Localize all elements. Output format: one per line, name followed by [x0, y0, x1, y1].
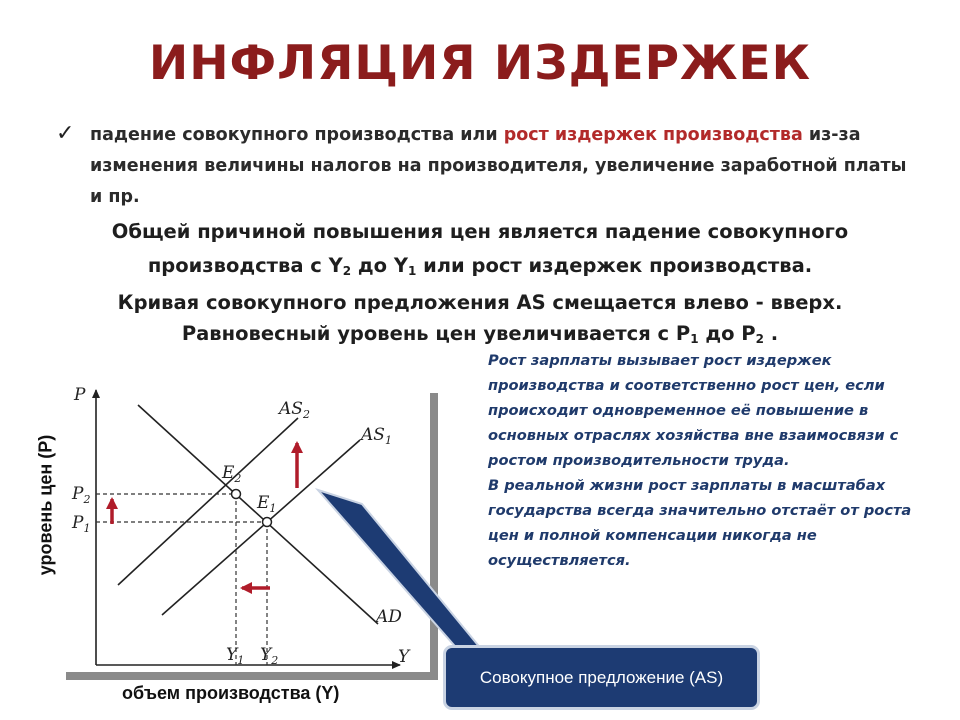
checkmark-icon: ✓ [56, 120, 75, 145]
e2-label: $E_2$ [222, 463, 242, 485]
graph-frame-shadow [430, 393, 438, 680]
price-level-axis-title: уровень цен (Р) [35, 434, 56, 576]
bullet-text-part2: из-за изменения величины налогов на производителя, увеличение заработной платы и пр. [90, 125, 907, 207]
callout-pointer [318, 490, 482, 652]
explanation-line-2-c: или рост издержек производства. [416, 254, 813, 277]
explanation-sub-y2: 2 [342, 264, 352, 278]
explanation-sub-p1: 1 [690, 332, 699, 346]
equilibrium-e1-point [263, 518, 272, 527]
wage-note-para-1: Рост зарплаты вызывает рост издержек производства и соответственно рост цен, если происходит одновременное её повышение в основных отраслях хозяйства вне взаимосвязи с ростом производительности труда. [488, 352, 899, 469]
explanation-sub-p2: 2 [755, 332, 764, 346]
as1-label: $AS_1$ [361, 425, 392, 447]
axis-p-label: P [74, 385, 86, 405]
bullet-highlight: рост издержек производства [503, 125, 803, 145]
aggregate-supply-callout: Совокупное предложение (AS) [443, 645, 760, 710]
explanation-line-4-b: до Р [698, 322, 756, 345]
explanation-line-4-a: Равновесный уровень цен увеличивается с Р [181, 322, 691, 345]
ad-label: AD [376, 607, 402, 627]
explanation-line-3: Кривая совокупного предложения AS смещается влево - вверх. [117, 291, 843, 314]
e1-label: $E_1$ [257, 493, 277, 515]
explanation-sub-y1: 1 [407, 264, 417, 278]
y1-label: $Y_1$ [226, 645, 245, 667]
graph-frame-shadow-bottom [66, 672, 438, 680]
explanation-line-2-b: до Y [351, 254, 408, 277]
axis-y-label: Y [398, 647, 410, 667]
as2-label: $AS_2$ [279, 399, 310, 421]
bullet-text-part1: падение совокупного производства или [90, 125, 504, 145]
explanation-line-4-c: . [763, 322, 779, 345]
explanation-line-1: Общей причиной повышения цен является падение совокупного [111, 220, 849, 243]
wage-note-para-2: В реальной жизни рост зарплаты в масштабах государства всегда значительно отстаёт от роста цен и полной компенсации никогда не осуществляется. [488, 477, 912, 569]
p2-label: $P_2$ [72, 484, 91, 506]
output-axis-title: объем производства (Y) [122, 683, 340, 703]
equilibrium-e2-point [232, 490, 241, 499]
p1-label: $P_1$ [72, 513, 91, 535]
explanation-line-2-a: производства с Y [147, 254, 343, 277]
slide-title: ИНФЛЯЦИЯ ИЗДЕРЖЕК [148, 36, 812, 91]
y2-label: $Y_2$ [260, 645, 279, 667]
